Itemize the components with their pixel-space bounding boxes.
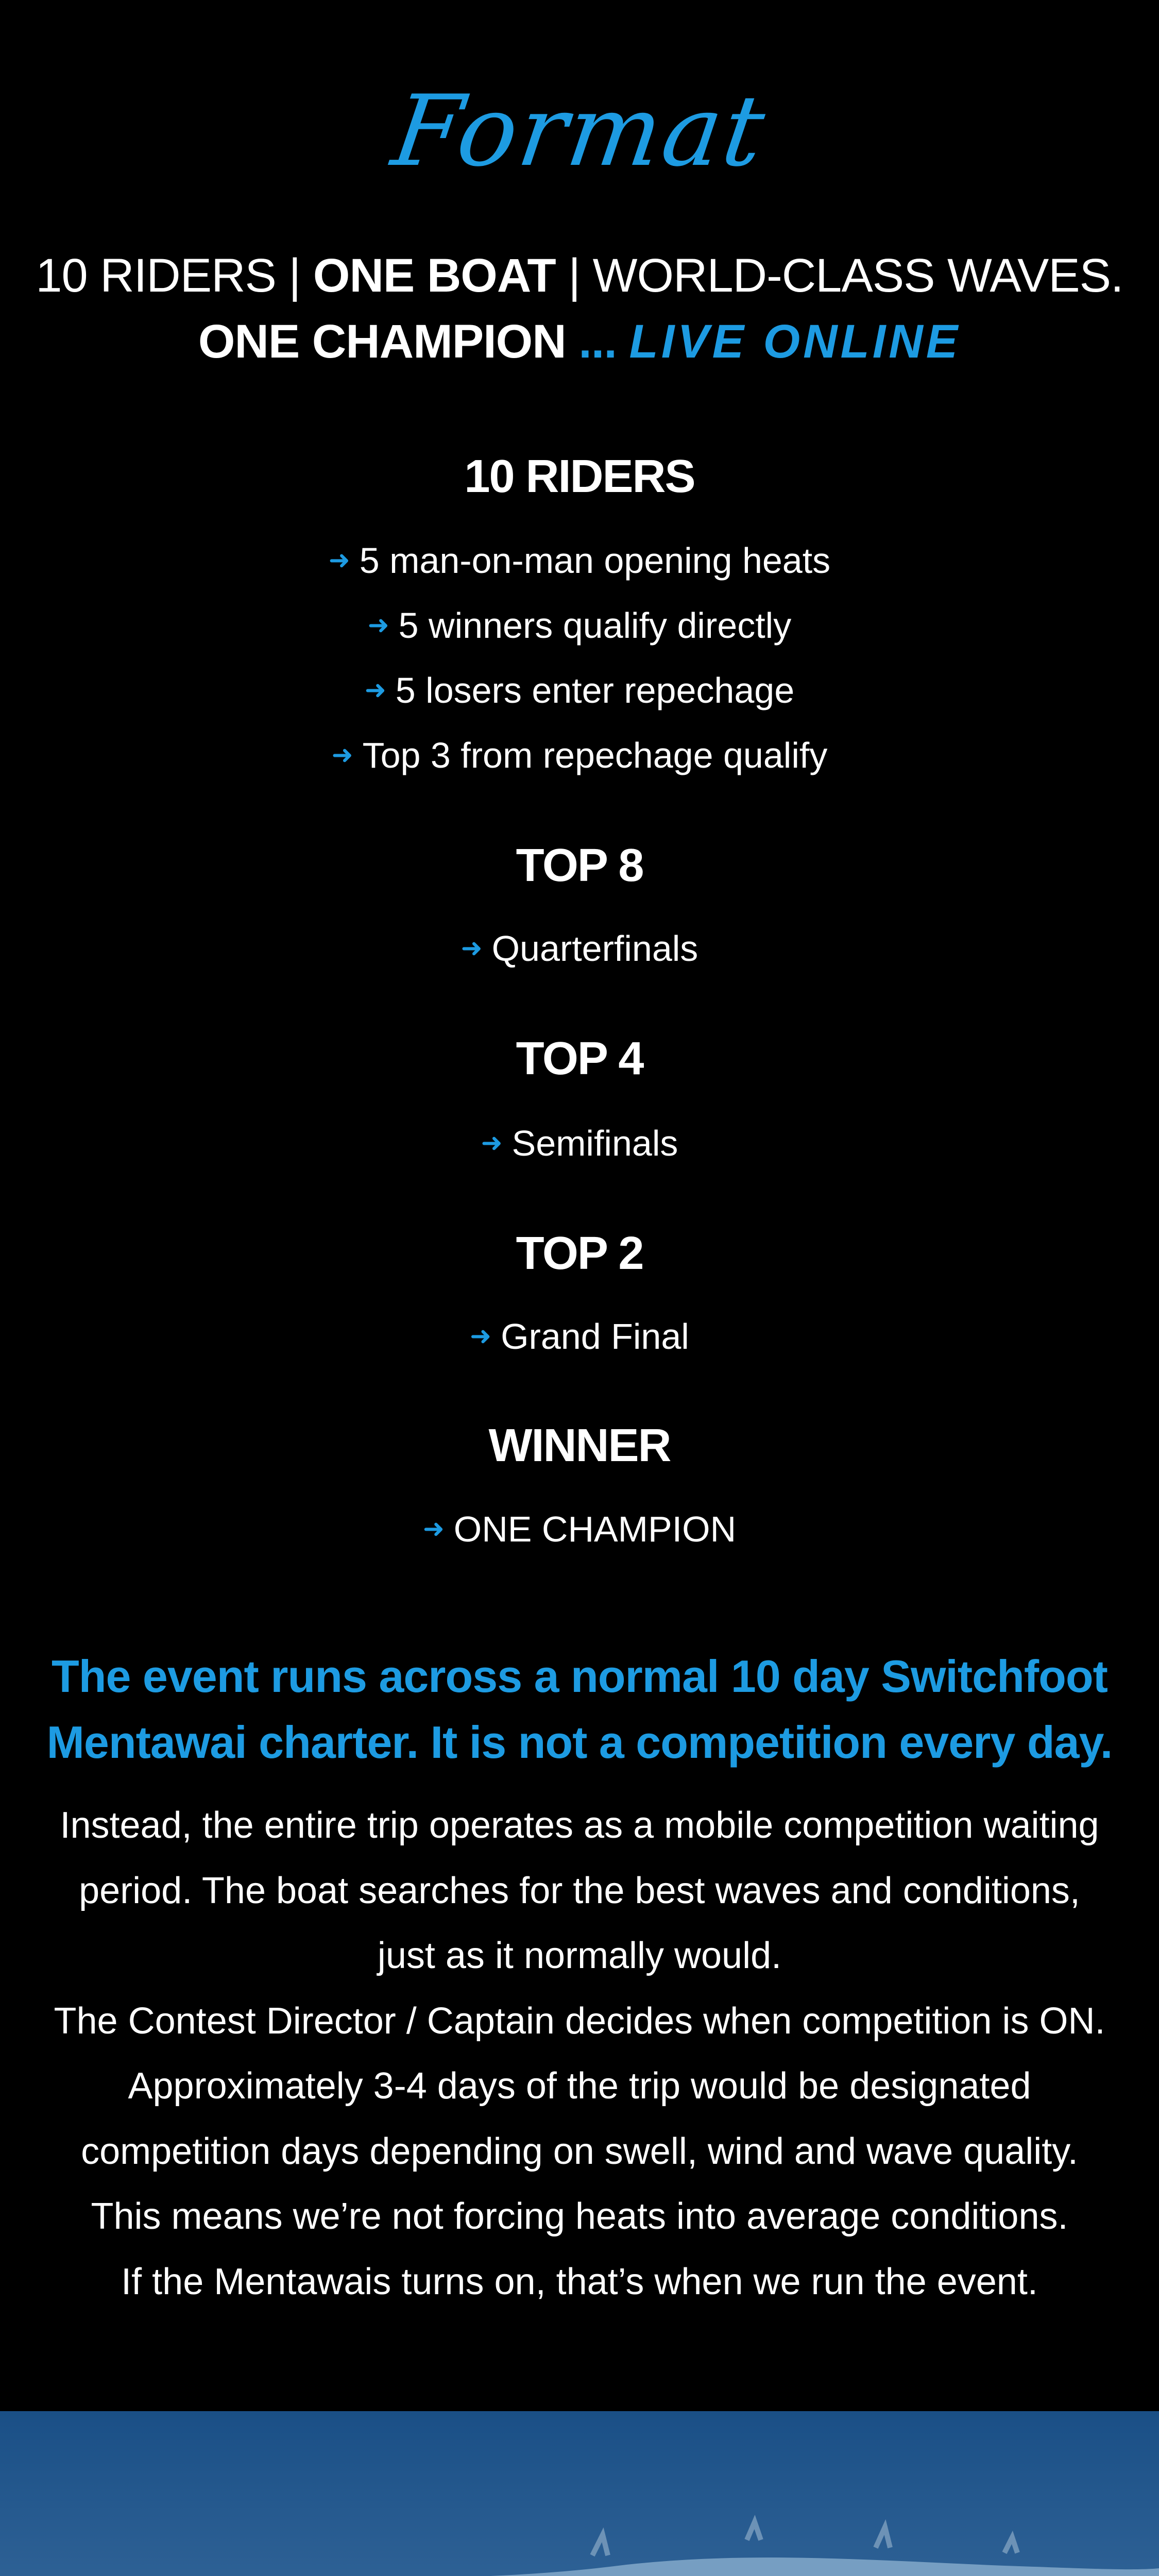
arrow-right-icon: ➜ (367, 611, 389, 639)
description-line: just as it normally would. (377, 1935, 782, 1976)
arrow-right-icon: ➜ (461, 934, 483, 962)
stage-item (0, 1315, 1159, 1357)
event-headline-line-2: Mentawai charter. It is not a competition every day. (46, 1717, 1113, 1768)
stage-item-text: Grand Final (501, 1316, 689, 1357)
stage-item (0, 1508, 1159, 1550)
stage-item-text: Semifinals (512, 1123, 678, 1163)
stage-item (0, 927, 1159, 969)
tagline-ellipsis: ... (566, 315, 629, 368)
tagline-line-2 (0, 313, 1159, 370)
stage-item-text: Quarterfinals (491, 928, 698, 969)
tagline-one-champion: ONE CHAMPION (198, 315, 566, 368)
event-headline (0, 1643, 1159, 1775)
stage-item (0, 539, 1159, 581)
description-line: competition days depending on swell, wind and wave quality. (81, 2130, 1078, 2172)
stage-heading-winner: WINNER (488, 1420, 671, 1471)
stage-heading-top-2: TOP 2 (516, 1228, 643, 1279)
stage-item-text: Top 3 from repechage qualify (362, 735, 828, 775)
stage-item-text: 5 losers enter repechage (395, 670, 795, 710)
arrow-right-icon: ➜ (470, 1321, 492, 1350)
wave-photo (0, 2411, 1159, 2576)
format-title: Format (386, 74, 773, 188)
stage-heading-top-8: TOP 8 (516, 840, 643, 891)
description-line: The Contest Director / Captain decides when competition is ON. (54, 2000, 1105, 2042)
description-line: This means we’re not forcing heats into average conditions. (91, 2196, 1068, 2237)
event-description (0, 1793, 1159, 2314)
tagline-line-1 (0, 247, 1159, 304)
stage-item-text: 5 winners qualify directly (398, 605, 792, 646)
stage-item (0, 1122, 1159, 1164)
stage-item (0, 734, 1159, 776)
arrow-right-icon: ➜ (331, 740, 353, 769)
description-line: period. The boat searches for the best waves and conditions, (79, 1870, 1080, 1911)
event-headline-line-1: The event runs across a normal 10 day Switchfoot (52, 1651, 1107, 1702)
tagline-riders: 10 RIDERS | (36, 249, 313, 302)
description-line: Approximately 3-4 days of the trip would be designated (128, 2065, 1031, 2107)
arrow-right-icon: ➜ (364, 675, 386, 704)
arrow-right-icon: ➜ (481, 1128, 503, 1157)
tagline-live-online: LIVE ONLINE (629, 315, 961, 368)
description-line: Instead, the entire trip operates as a mobile competition waiting (60, 1805, 1099, 1846)
stage-item-text: 5 man-on-man opening heats (359, 540, 831, 581)
description-line: If the Mentawais turns on, that’s when we run the event. (121, 2261, 1038, 2302)
stage-item-text: ONE CHAMPION (453, 1509, 737, 1549)
tagline-one-boat: ONE BOAT (313, 249, 556, 302)
stage-item (0, 669, 1159, 711)
stage-item (0, 604, 1159, 646)
arrow-right-icon: ➜ (328, 546, 350, 574)
tagline-waves: | WORLD-CLASS WAVES. (555, 249, 1123, 302)
stage-heading-top-4: TOP 4 (516, 1033, 643, 1084)
arrow-right-icon: ➜ (422, 1514, 445, 1543)
stage-heading-10-riders: 10 RIDERS (464, 451, 695, 502)
